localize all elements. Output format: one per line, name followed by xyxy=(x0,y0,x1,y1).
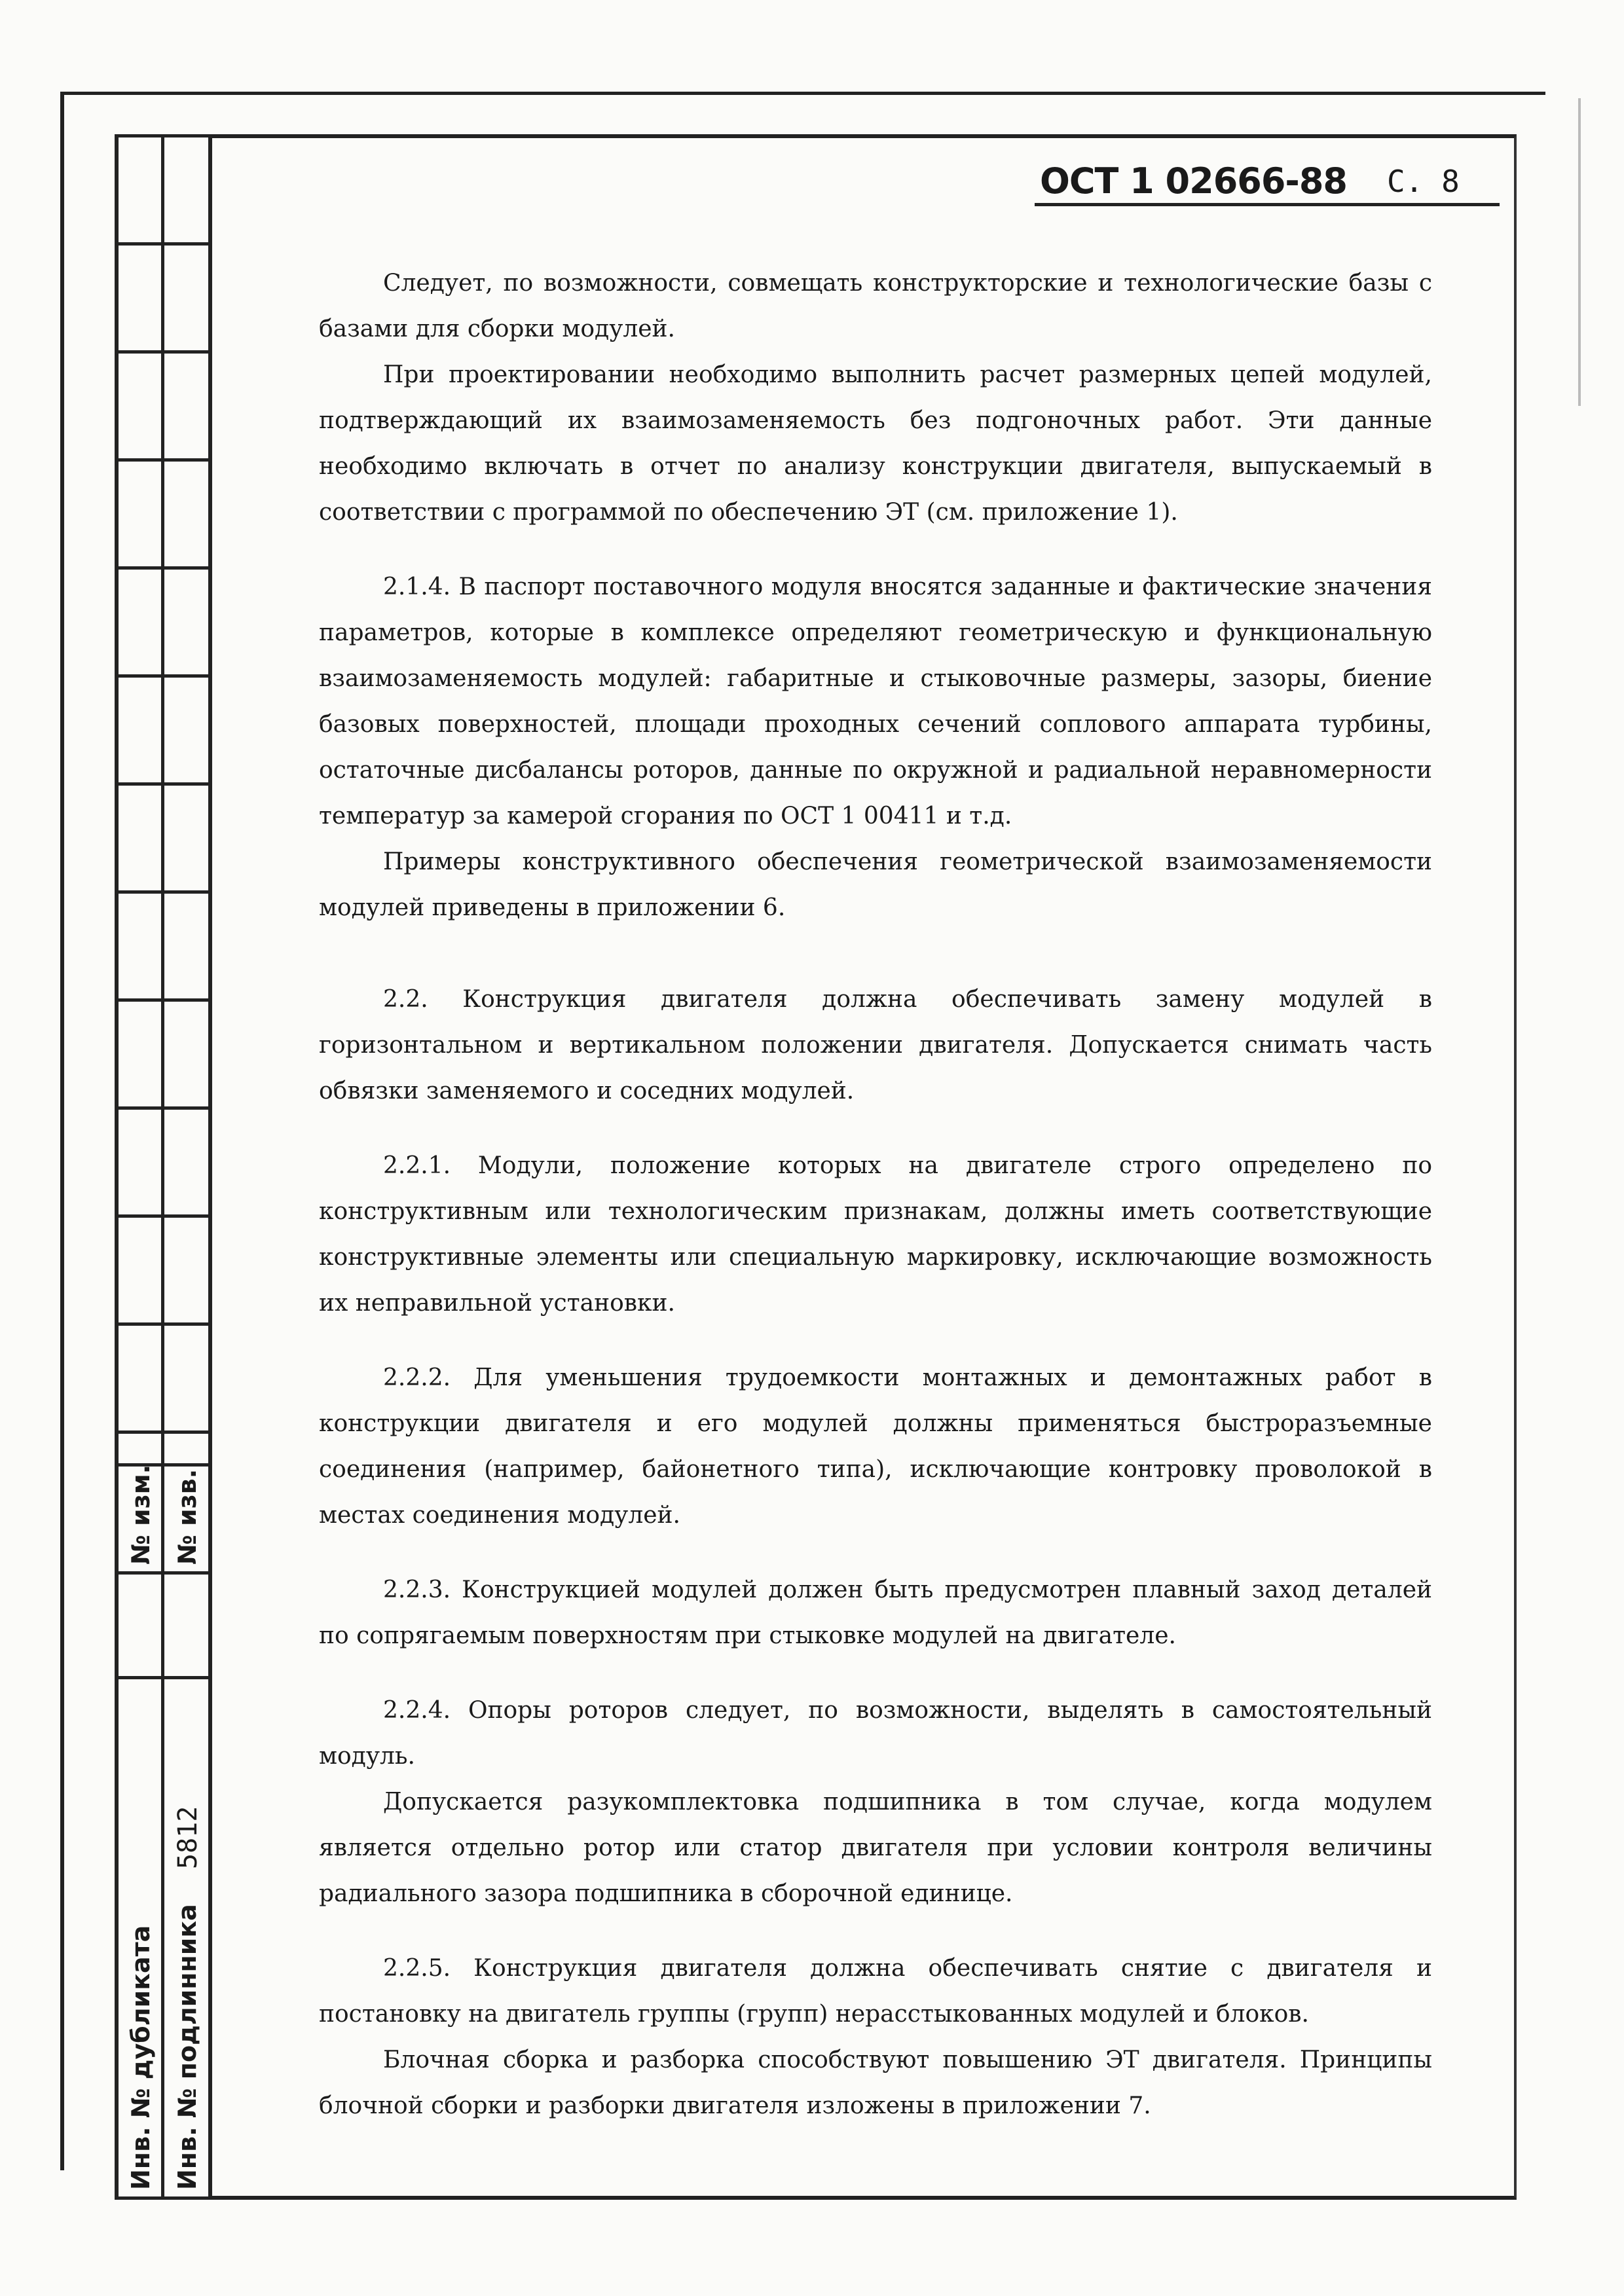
strip-mid-line xyxy=(161,134,164,2200)
grid-line xyxy=(115,2196,208,2200)
podl-value: 5812 xyxy=(173,1806,203,1869)
grid-line xyxy=(115,566,208,570)
body-text xyxy=(319,261,1432,2129)
grid-line xyxy=(115,1430,208,1434)
grid-line xyxy=(115,134,208,137)
paragraph: При проектировании необходимо выполнить расчет размерных цепей модулей, подтверждающий их взаимозаменяемость без подгоночных работ. Эти данные необходимо включать в отчет по анализу конструкции двигателя, выпускаемый в соответствии с программой по обеспечению ЭТ (см. приложение 1). xyxy=(319,361,1432,526)
grid-line xyxy=(115,782,208,786)
grid-line xyxy=(115,1676,208,1679)
paragraph: Следует, по возможности, совмещать конструкторские и технологические базы с базами для сборки модулей. xyxy=(319,270,1432,342)
grid-line xyxy=(115,458,208,462)
grid-line xyxy=(115,998,208,1002)
dubl-label: Инв. № дубликата xyxy=(126,1925,155,2190)
strip-left-line xyxy=(115,134,119,2200)
grid-line xyxy=(115,1322,208,1326)
grid-line xyxy=(115,674,208,678)
outer-border-left xyxy=(60,95,64,2170)
grid-line xyxy=(115,1214,208,1218)
paragraph: 2.2.3. Конструкцией модулей должен быть предусмотрен плавный заход деталей по сопрягаемым поверхностям при стыковке модулей на двигателе. xyxy=(319,1576,1432,1649)
paragraph: 2.2.2. Для уменьшения трудоемкости монтажных и демонтажных работ в конструкции двигателя и его модулей должны применяться быстроразъемные соединения (например, байонетного типа), исключающие контровку проволокой в местах соединения модулей. xyxy=(319,1364,1432,1529)
paragraph: 2.2.5. Конструкция двигателя должна обеспечивать снятие с двигателя и постановку на двигатель группы (групп) нерасстыкованных модулей и блоков. xyxy=(319,1955,1432,2028)
paragraph: Блочная сборка и разборка способствуют повышению ЭТ двигателя. Принципы блочной сборки и разборки двигателя изложены в приложении 7. xyxy=(319,2047,1432,2119)
paragraph: 2.2.4. Опоры роторов следует, по возможности, выделять в самостоятельный модуль. xyxy=(319,1697,1432,1770)
izm-label: № изм. xyxy=(126,1464,155,1565)
grid-line xyxy=(115,890,208,894)
document-code: ОСТ 1 02666-88 xyxy=(1040,160,1347,202)
podl-label: Инв. № подлинника xyxy=(173,1904,202,2190)
paragraph: 2.2. Конструкция двигателя должна обеспечивать замену модулей в горизонтальном и вертикальном положении двигателя. Допускается снимать часть обвязки заменяемого и соседних модулей. xyxy=(319,986,1432,1104)
paragraph: Допускается разукомплектовка подшипника в том случае, когда модулем является отдельно ротор или статор двигателя при условии контроля величины радиального зазора подшипника в сборочной единице. xyxy=(319,1789,1432,1907)
header-rule xyxy=(1035,203,1500,206)
stamp-strip xyxy=(115,134,208,2200)
grid-line xyxy=(115,1106,208,1110)
paragraph: Примеры конструктивного обеспечения геометрической взаимозаменяемости модулей приведены в приложении 6. xyxy=(319,848,1432,921)
outer-border-top xyxy=(60,92,1545,95)
grid-line xyxy=(115,1571,208,1575)
paragraph: 2.1.4. В паспорт поставочного модуля вносятся заданные и фактические значения параметров, которые в комплексе определяют геометрическую и функциональную взаимозаменяемость модулей: габаритные и стыковочные размеры, зазоры, биение базовых поверхностей, площади проходных сечений соплового аппарата турбины, остаточные дисбалансы роторов, данные по окружной и радиальной неравномерности температур за камерой сгорания по ОСТ 1 00411 и т.д. xyxy=(319,574,1432,829)
page-number: С. 8 xyxy=(1387,164,1460,199)
grid-line xyxy=(115,350,208,354)
izv-label: № изв. xyxy=(173,1468,202,1565)
grid-line xyxy=(115,242,208,246)
paragraph: 2.2.1. Модули, положение которых на двигателе строго определено по конструктивным или технологическим признакам, должны иметь соответствующие конструктивные элементы или специальную маркировку, исключающие возможность их неправильной установки. xyxy=(319,1152,1432,1317)
edge-mark xyxy=(1578,98,1581,406)
